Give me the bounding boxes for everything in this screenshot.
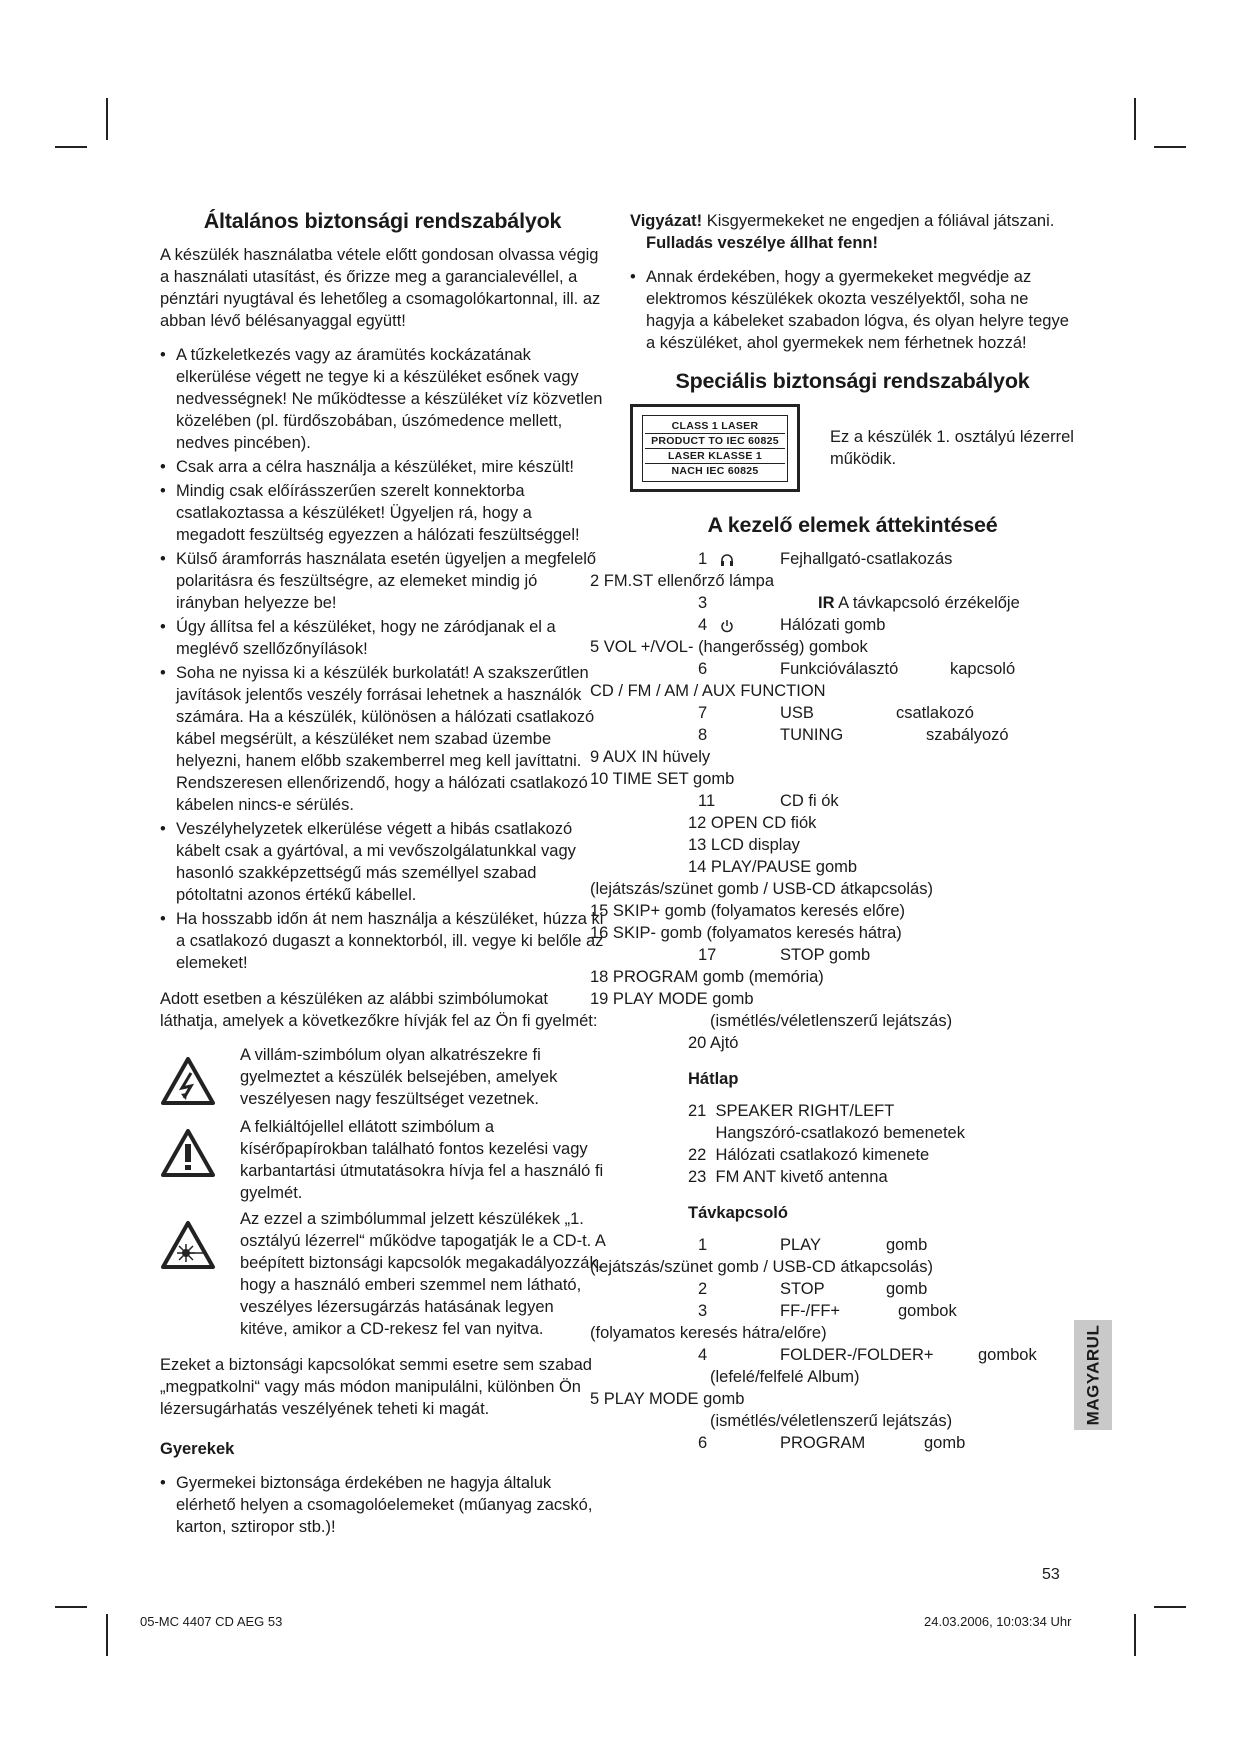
- control-text: (lejátszás/szünet gomb / USB-CD átkapcsolás): [590, 880, 933, 898]
- safety-bullet-list: [160, 344, 605, 974]
- control-label: STOP gomb: [780, 946, 871, 964]
- control-text: 13 LCD display: [688, 836, 800, 854]
- intro-paragraph: A készülék használatba vétele előtt gondosan olvassa végig a használati utasítást, és őrizze meg a garancialevéllel, a pénztári nyugtával és lehetőleg a csomagolókartonnal, ill. az abban lévő bélésanyaggal együtt!: [160, 246, 601, 330]
- control-text: (lejátszás/szünet gomb / USB-CD átkapcsolás): [590, 1258, 933, 1276]
- safety-bullet-text: Csak arra a célra használja a készüléket, mire készült!: [176, 458, 574, 476]
- general-safety-title: Általános biztonsági rendszabályok: [203, 209, 562, 233]
- control-item: [590, 1300, 1075, 1322]
- symbol-text: A felkiáltójellel ellátott szimbólum a kísérőpapírokban található fontos kezelési vagy karbantartási útmutatásokra hívja fel a használó fi gyelmét.: [240, 1118, 604, 1202]
- control-item: [590, 702, 1075, 724]
- laser-description: Ez a készülék 1. osztályú lézerrel működik.: [830, 428, 1074, 468]
- control-text: 20 Ajtó: [688, 1034, 739, 1052]
- control-text: (lefelé/felfelé Album): [710, 1368, 860, 1386]
- control-text: (ismétlés/véletlenszerű lejátszás): [710, 1412, 953, 1430]
- control-item: [590, 1432, 1075, 1454]
- warning-label: Vigyázat!: [630, 212, 703, 230]
- safety-bullet: [160, 344, 605, 454]
- control-label-wrap: [780, 944, 870, 966]
- control-text: 19 PLAY MODE gomb: [590, 990, 754, 1008]
- back-panel-item: Hangszóró-csatlakozó bemenetek: [688, 1124, 965, 1142]
- control-item: [590, 1278, 1075, 1300]
- laser-label-line: CLASS 1 LASER: [645, 419, 785, 434]
- control-suffix: kapcsoló: [950, 660, 1016, 678]
- bullet-dot: •: [160, 550, 166, 568]
- control-item: [590, 1322, 1075, 1344]
- control-label: USB: [780, 704, 814, 722]
- special-safety-title: Speciális biztonsági rendszabályok: [675, 369, 1030, 393]
- control-text: 16 SKIP- gomb (folyamatos keresés hátra): [590, 924, 902, 942]
- laser-section: [630, 404, 1075, 492]
- control-item: [590, 768, 1075, 790]
- control-number: 8: [698, 726, 708, 744]
- remote-heading: Távkapcsoló: [688, 1204, 788, 1222]
- control-number: 6: [698, 660, 708, 678]
- control-label-wrap: [780, 658, 898, 680]
- control-item: [590, 966, 1075, 988]
- control-item: [590, 570, 1075, 592]
- control-text: 14 PLAY/PAUSE gomb: [688, 858, 858, 876]
- control-text: 9 AUX IN hüvely: [590, 748, 711, 766]
- page-number: 53: [1042, 1566, 1060, 1583]
- controls-overview-title: A kezelő elemek áttekintéseé: [707, 513, 998, 537]
- safety-bullet: [160, 908, 605, 974]
- symbols-intro: Adott esetben a készüléken az alábbi szimbólumokat láthatja, amelyek a következőkre hívják fel az Ön fi gyelmét:: [160, 990, 598, 1030]
- symbol-item: [160, 1116, 605, 1204]
- back-panel-heading: Hátlap: [688, 1070, 739, 1088]
- crop-mark: [1134, 98, 1136, 140]
- control-text: (ismétlés/véletlenszerű lejátszás): [710, 1012, 953, 1030]
- control-number: 2: [698, 1280, 708, 1298]
- control-suffix: gombok: [898, 1302, 957, 1320]
- bullet-dot: •: [160, 618, 166, 636]
- control-number: 1: [698, 550, 708, 568]
- bullet-dot: •: [160, 820, 166, 838]
- control-text: 15 SKIP+ gomb (folyamatos keresés előre): [590, 902, 906, 920]
- control-item: [590, 856, 1075, 878]
- controls-list: [590, 548, 1075, 1054]
- control-label-wrap: [780, 1234, 821, 1256]
- control-item: [590, 636, 1075, 658]
- warning-line-2: Fulladás veszélye állhat fenn!: [646, 234, 878, 252]
- control-item: [590, 592, 1075, 614]
- control-label: STOP: [780, 1280, 825, 1298]
- control-text: 5 PLAY MODE gomb: [590, 1390, 745, 1408]
- symbol-list: [160, 1044, 605, 1340]
- control-label-wrap: [780, 614, 885, 636]
- lightning-warning-icon: [160, 1044, 240, 1112]
- back-panel-item: 23 FM ANT kivető antenna: [688, 1168, 888, 1186]
- control-suffix: gomb: [886, 1236, 928, 1254]
- control-text: (folyamatos keresés hátra/előre): [590, 1324, 827, 1342]
- bullet-dot: •: [160, 346, 166, 364]
- bullet-dot: •: [630, 268, 636, 286]
- laser-warning-icon: [160, 1208, 240, 1340]
- control-number: 4: [698, 1346, 708, 1364]
- back-panel-list: [688, 1100, 1075, 1188]
- control-text: 10 TIME SET gomb: [590, 770, 735, 788]
- control-item: [590, 812, 1075, 834]
- control-label-wrap: [780, 1432, 865, 1454]
- control-item: [590, 1366, 1075, 1388]
- laser-label-line: NACH IEC 60825: [671, 464, 759, 477]
- safety-bullet: [160, 616, 605, 660]
- control-text: 12 OPEN CD fiók: [688, 814, 817, 832]
- children-bullet-text: Gyermekei biztonsága érdekében ne hagyja általuk elérhető helyen a csomagolóelemeket (műanyag zacskó, karton, sztiropor stb.)!: [176, 1474, 593, 1536]
- laser-label-line: PRODUCT TO IEC 60825: [645, 434, 785, 449]
- safety-bullet: [160, 456, 605, 478]
- control-label-wrap: [780, 724, 843, 746]
- safety-bullet-text: Mindig csak előírásszerűen szerelt konnektorba csatlakoztassa a készüléket! Ügyeljen rá, hogy a megadott feszültség egyezzen a hálózati feszültséggel!: [176, 482, 580, 544]
- safety-bullet: [160, 662, 605, 816]
- closing-paragraph: Ezeket a biztonsági kapcsolókat semmi esetre sem szabad „megpatkolni“ vagy más módon manipulálni, különben Ön lézersugárhatás veszélyének teheti ki magát.: [160, 1356, 592, 1418]
- control-number: 3: [698, 1302, 708, 1320]
- safety-bullet-text: A tűzkeletkezés vagy az áramütés kockázatának elkerülése végett ne tegye ki a készüléket esőnek vagy nedvességnek! Ne működtesse a készüléket víz közvetlen közelében (pl. fürdőszobában, úszómedence mellett, nedves pincében).: [176, 346, 603, 452]
- control-suffix: csatlakozó: [896, 704, 974, 722]
- cable-bullet-text: Annak érdekében, hogy a gyermekeket megvédje az elektromos készülékek okozta veszélyektől, soha ne hagyja a kábeleket szabadon lógva, és olyan helyre tegye a készüléket, ahol gyermekek nem férhetnek hozzá!: [646, 268, 1069, 352]
- control-item: [590, 922, 1075, 944]
- control-item: [590, 1388, 1075, 1410]
- control-suffix: szabályozó: [926, 726, 1009, 744]
- laser-label-line: LASER KLASSE 1: [645, 449, 785, 464]
- children-bullet: [160, 1472, 605, 1538]
- safety-bullet-text: Soha ne nyissa ki a készülék burkolatát! A szakszerűtlen javítások jelentős veszély forrásai lehetnek a használók számára. Ha a készülék, különösen a hálózati csatlakozó kábel megsérült, a készüléket nem szabad üzembe helyezni, hanem előbb szakemberrel meg kell javíttatni. Rendszeresen ellenőrizendő, hogy a hálózati csatlakozó kábelen nincs-e sérülés.: [176, 664, 595, 814]
- children-heading: Gyerekek: [160, 1440, 235, 1458]
- control-item: [590, 548, 1075, 570]
- control-text: 5 VOL +/VOL- (hangerősség) gombok: [590, 638, 868, 656]
- back-panel-item: 21 SPEAKER RIGHT/LEFT: [688, 1102, 895, 1120]
- control-text: 2 FM.ST ellenőrző lámpa: [590, 572, 775, 590]
- safety-bullet-text: Külső áramforrás használata esetén ügyeljen a megfelelő polaritásra és feszültségre, az elemeket mindig jó irányban helyezze be!: [176, 550, 597, 612]
- control-text: 18 PROGRAM gomb (memória): [590, 968, 824, 986]
- control-label: FF-/FF+: [780, 1302, 841, 1320]
- warning-text: Kisgyermekeket ne engedjen a fóliával játszani.: [702, 212, 1055, 230]
- control-label-wrap: [780, 702, 814, 724]
- footer-left: 05-MC 4407 CD AEG 53: [140, 1614, 283, 1629]
- back-panel-item: 22 Hálózati csatlakozó kimenete: [688, 1146, 930, 1164]
- control-label-wrap: [780, 1300, 840, 1322]
- control-number: 17: [698, 946, 717, 964]
- control-label: PROGRAM: [780, 1434, 866, 1452]
- control-item: [590, 834, 1075, 856]
- control-number: 1: [698, 1236, 708, 1254]
- bullet-dot: •: [160, 482, 166, 500]
- control-number: 6: [698, 1434, 708, 1452]
- safety-bullet-text: Veszélyhelyzetek elkerülése végett a hibás csatlakozó kábelt csak a gyártóval, a mi vevőszolgálatunkkal vagy hasonló szakképzettségű más személlyel szabad pótoltatni azonos értékű kábellel.: [176, 820, 576, 904]
- control-label-wrap: [780, 1344, 934, 1366]
- exclamation-warning-icon: [160, 1116, 240, 1204]
- control-number: 11: [698, 792, 716, 810]
- side-tab-label: MAGYARUL: [1083, 1324, 1102, 1426]
- symbol-text: A villám-szimbólum olyan alkatrészekre fi gyelmeztet a készülék belsejében, amelyek veszélyesen nagy feszültséget vezetnek.: [240, 1046, 558, 1108]
- control-label-wrap: [780, 548, 952, 570]
- control-item: [590, 1010, 1075, 1032]
- symbol-text: Az ezzel a szimbólummal jelzett készülékek „1. osztályú lézerrel“ működve tapogatják le a CD-t. A beépített biztonsági kapcsolók megakadályozzák, hogy a használó emberi szemmel nem látható, veszélyes lézersugárzás hatásának legyen kitéve, amikor a CD-rekesz fel van nyitva.: [240, 1210, 606, 1338]
- language-side-tab: [1074, 1320, 1112, 1430]
- control-label: A távkapcsoló érzékelője: [834, 594, 1020, 612]
- control-item: [590, 614, 1075, 636]
- control-label: Funkcióválasztó: [780, 660, 899, 678]
- control-item: [590, 900, 1075, 922]
- control-number: 4: [698, 616, 708, 634]
- control-item: [590, 680, 1075, 702]
- crop-mark: [1154, 1606, 1186, 1608]
- control-item: [590, 1234, 1075, 1256]
- control-number: 3: [698, 594, 708, 612]
- children-cable-bullet: [630, 266, 1075, 354]
- control-item: [590, 1032, 1075, 1054]
- control-label-wrap: [780, 790, 839, 812]
- left-column: [160, 210, 605, 1540]
- safety-bullet: [160, 480, 605, 546]
- control-label-wrap: [780, 1278, 825, 1300]
- control-label: Hálózati gomb: [780, 616, 886, 634]
- warning-line: [630, 210, 1075, 232]
- control-label: Fejhallgató-csatlakozás: [780, 550, 953, 568]
- control-label-wrap: [818, 592, 1020, 614]
- control-suffix: gomb: [924, 1434, 966, 1452]
- bullet-dot: •: [160, 1474, 166, 1492]
- control-item: [590, 1410, 1075, 1432]
- control-item: [590, 878, 1075, 900]
- crop-mark: [55, 146, 87, 148]
- crop-mark: [1154, 146, 1186, 148]
- right-column: [590, 210, 1075, 1454]
- bullet-dot: •: [160, 910, 166, 928]
- crop-mark: [106, 1614, 108, 1656]
- symbol-item: [160, 1208, 605, 1340]
- control-label: FOLDER-/FOLDER+: [780, 1346, 934, 1364]
- bullet-dot: •: [160, 458, 166, 476]
- control-item: [590, 658, 1075, 680]
- control-item: [590, 790, 1075, 812]
- symbol-item: [160, 1044, 605, 1112]
- safety-bullet: [160, 548, 605, 614]
- remote-list: [590, 1234, 1075, 1454]
- control-label: CD fi ók: [780, 792, 839, 810]
- control-suffix: gombok: [978, 1346, 1037, 1364]
- safety-bullet-text: Ha hosszabb időn át nem használja a készüléket, húzza ki a csatlakozó dugaszt a konnektorból, ill. vegye ki belőle az elemeket!: [176, 910, 604, 972]
- crop-mark: [55, 1606, 87, 1608]
- control-bold: IR: [818, 594, 835, 612]
- control-item: [590, 1256, 1075, 1278]
- laser-label-inner: [642, 415, 788, 482]
- control-number: 7: [698, 704, 708, 722]
- laser-class-label: [630, 404, 800, 492]
- crop-mark: [1134, 1614, 1136, 1656]
- control-item: [590, 746, 1075, 768]
- control-item: [590, 724, 1075, 746]
- control-item: [590, 944, 1075, 966]
- control-item: [590, 1344, 1075, 1366]
- safety-bullet-text: Úgy állítsa fel a készüléket, hogy ne záródjanak el a meglévő szellőzőnyílások!: [176, 618, 556, 658]
- crop-mark: [106, 98, 108, 140]
- safety-bullet: [160, 818, 605, 906]
- control-label: PLAY: [780, 1236, 821, 1254]
- control-item: [590, 988, 1075, 1010]
- control-label: TUNING: [780, 726, 844, 744]
- control-text: CD / FM / AM / AUX FUNCTION: [590, 682, 826, 700]
- control-suffix: gomb: [886, 1280, 928, 1298]
- footer-right: 24.03.2006, 10:03:34 Uhr: [924, 1614, 1072, 1629]
- bullet-dot: •: [160, 664, 166, 682]
